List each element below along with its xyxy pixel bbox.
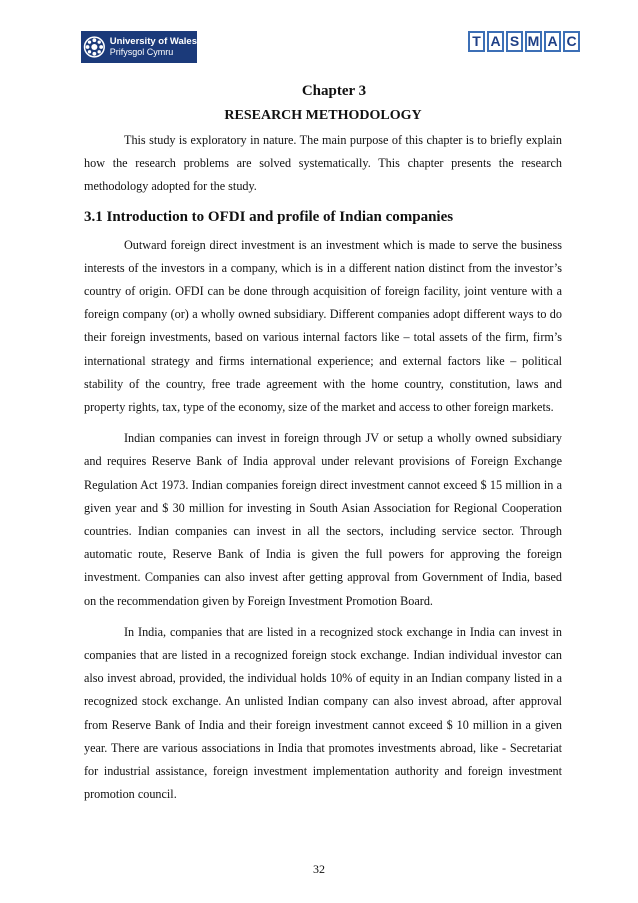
tasmac-letter: M bbox=[525, 31, 542, 52]
tasmac-letter: T bbox=[468, 31, 485, 52]
body-paragraph: In India, companies that are listed in a recognized stock exchange in India can invest in companies that are listed in a recognized foreign stock exchange. Indian individual investor can also invest abroad, provided, the individual holds 10% of equity in an Indian company listed in a recognized stock exchange. An unlisted Indian company can also invest abroad, after approval from Reserve Bank of India and their foreign investment cannot exceed $ 10 million in a given year. There are various associations in India that promotes investments abroad, like - Secretariat for industrial assistance, foreign investment implementation authority and foreign investment promotion council. bbox=[84, 624, 562, 802]
page-content bbox=[84, 79, 562, 806]
university-of-wales-logo bbox=[81, 31, 197, 63]
tasmac-letter: A bbox=[487, 31, 504, 52]
body-paragraph: Indian companies can invest in foreign through JV or setup a wholly owned subsidiary and requires Reserve Bank of India approval under relevant provisions of Foreign Exchange Regulation Act 1973. Indian companies foreign direct investment cannot exceed $ 15 million in a given year and $ 30 million for investing in South Asian Association for Regional Cooperation countries. Indian companies can invest in all the sectors, including service sector. Through automatic route, Reserve Bank of India is given the full powers for approving the foreign investment. Companies can also invest after getting approval from Government of India, based on the recommendation given by Foreign Investment Promotion Board. bbox=[84, 431, 562, 608]
page-number: 32 bbox=[313, 862, 325, 876]
section-heading: 3.1 Introduction to OFDI and profile of Indian companies bbox=[84, 208, 454, 225]
university-crest-icon bbox=[83, 32, 106, 62]
tasmac-letter: S bbox=[506, 31, 523, 52]
chapter-label: Chapter 3 bbox=[301, 83, 367, 99]
tasmac-letter: A bbox=[544, 31, 561, 52]
tasmac-letter: C bbox=[563, 31, 580, 52]
logo-line-2: Prifysgol Cymru bbox=[109, 47, 174, 57]
chapter-title: RESEARCH METHODOLOGY bbox=[224, 108, 422, 123]
body-paragraph: Outward foreign direct investment is an investment which is made to serve the business interests of the investors in a company, which is in a different nation distinct from the investor’s country of origin. OFDI can be done through acquisition of foreign facility, joint venture with a foreign company (or) a wholly owned subsidiary. Different companies adopt different ways to do their foreign investments, based on various internal factors like – total assets of the firm, firm’s international strategy and firms international experience; and external factors like – political stability of the country, free trade agreement with the home country, constitution, laws and property rights, tax, type of the economy, size of the market and access to other foreign markets. bbox=[84, 237, 562, 415]
intro-paragraph: This study is exploratory in nature. The main purpose of this chapter is to briefly explain how the research problems are solved systematically. This chapter presents the research methodology adopted for the study. bbox=[84, 133, 562, 194]
logo-line-1: University of Wales bbox=[109, 36, 197, 47]
tasmac-logo bbox=[468, 31, 580, 52]
